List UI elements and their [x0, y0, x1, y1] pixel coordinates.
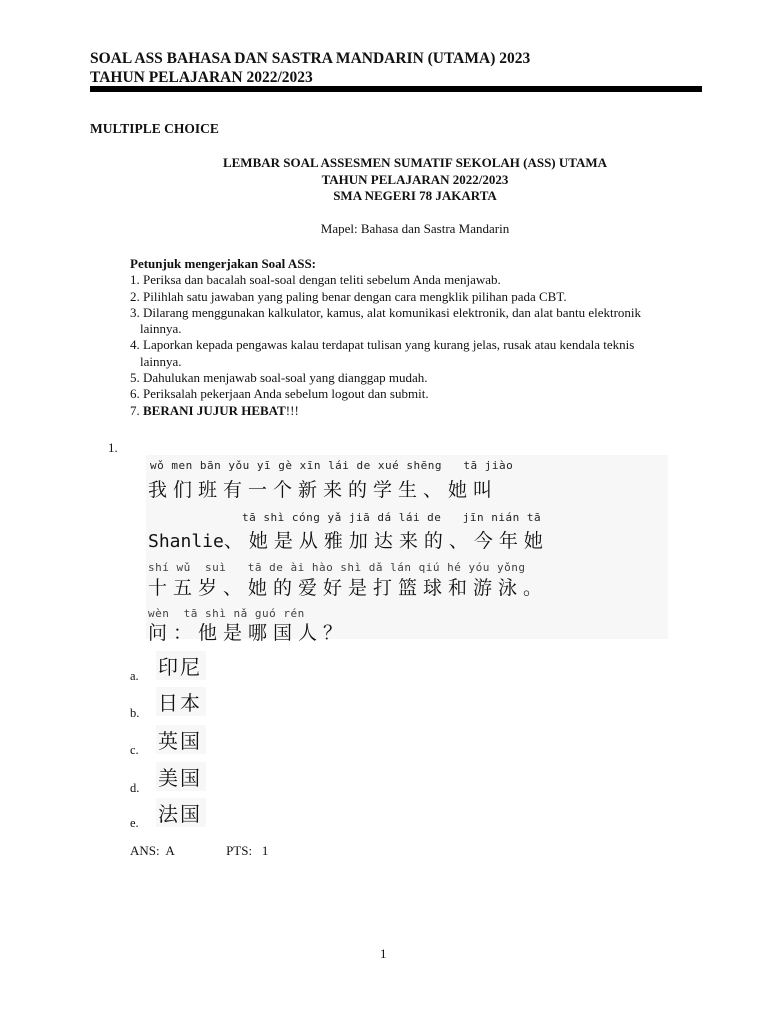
option-e-text[interactable]: 法国 [156, 798, 206, 827]
option-c-letter: c. [130, 743, 139, 757]
document-title-line1: SOAL ASS BAHASA DAN SASTRA MANDARIN (UTAMA) 2023 [90, 50, 531, 67]
option-b-text[interactable]: 日本 [156, 687, 206, 716]
question-number: 1. [108, 440, 118, 455]
option-b-letter: b. [130, 706, 140, 720]
instruction-item: 6. Periksalah pekerjaan Anda sebelum logout dan submit. [130, 386, 429, 402]
hanzi-line-4: 问：他是哪国人？ [148, 622, 349, 644]
option-d-text[interactable]: 美国 [156, 762, 206, 791]
subject-label: Mapel: Bahasa dan Sastra Mandarin [320, 221, 510, 236]
item7-prefix: 7. [130, 402, 143, 418]
question-passage-image [146, 455, 668, 644]
school-name: SMA NEGERI 78 JAKARTA [333, 188, 497, 203]
document-title-line2: TAHUN PELAJARAN 2022/2023 [90, 69, 313, 86]
instructions-heading: Petunjuk mengerjakan Soal ASS: [130, 256, 316, 271]
hanzi-line-2-text: 、她是从雅加达来的、今年她 [223, 530, 549, 552]
instruction-item: 3. Dilarang menggunakan kalkulator, kamus, alat komunikasi elektronik, dan alat bantu elektronik [130, 304, 642, 320]
option-c-text[interactable]: 英国 [156, 725, 206, 754]
option-d-letter: d. [130, 781, 140, 795]
pinyin-line-1: wǒ men bān yǒu yī gè xīn lái de xué shēng tā jiào [150, 459, 514, 472]
hanzi-line-2 [148, 526, 549, 553]
option-a-text[interactable]: 印尼 [156, 651, 206, 680]
answer-key: ANS: A PTS: 1 [130, 843, 269, 858]
instruction-item-continued: lainnya. [140, 353, 182, 369]
header-divider [90, 86, 702, 92]
item7-motto: BERANI JUJUR HEBAT [143, 402, 286, 418]
hanzi-line-3: 十五岁、她的爱好是打篮球和游泳。 [148, 577, 549, 599]
hanzi-line-1: 我们班有一个新来的学生、她叫 [148, 479, 499, 501]
sheet-title: LEMBAR SOAL ASSESMEN SUMATIF SEKOLAH (ASS) UTAMA [222, 155, 608, 170]
pinyin-line-2: tā shì cóng yǎ jiā dá lái de jīn nián tā [242, 511, 542, 524]
instruction-item: 1. Periksa dan bacalah soal-soal dengan teliti sebelum Anda menjawab. [130, 272, 501, 288]
instruction-item: 2. Pilihlah satu jawaban yang paling benar dengan cara mengklik pilihan pada CBT. [130, 288, 567, 304]
pinyin-line-4: wèn tā shì nǎ guó rén [148, 607, 305, 620]
option-e-letter: e. [130, 816, 139, 830]
instruction-item: 4. Laporkan kepada pengawas kalau terdapat tulisan yang kurang jelas, rusak atau kendala teknis [130, 337, 635, 353]
instructions [130, 256, 690, 419]
item7-suffix: !!! [285, 402, 299, 418]
page-number: 1 [380, 946, 387, 961]
pinyin-line-3: shí wǔ suì tā de ài hào shì dǎ lán qiú hé yóu yǒng [148, 561, 526, 574]
sheet-year: TAHUN PELAJARAN 2022/2023 [321, 172, 509, 187]
instruction-item [130, 403, 690, 419]
option-a-letter: a. [130, 669, 139, 683]
instruction-item-continued: lainnya. [140, 321, 182, 337]
section-label: MULTIPLE CHOICE [90, 121, 219, 136]
instruction-item: 5. Dahulukan menjawab soal-soal yang dianggap mudah. [130, 370, 428, 386]
name-shanlie: Shanlie [148, 531, 224, 552]
